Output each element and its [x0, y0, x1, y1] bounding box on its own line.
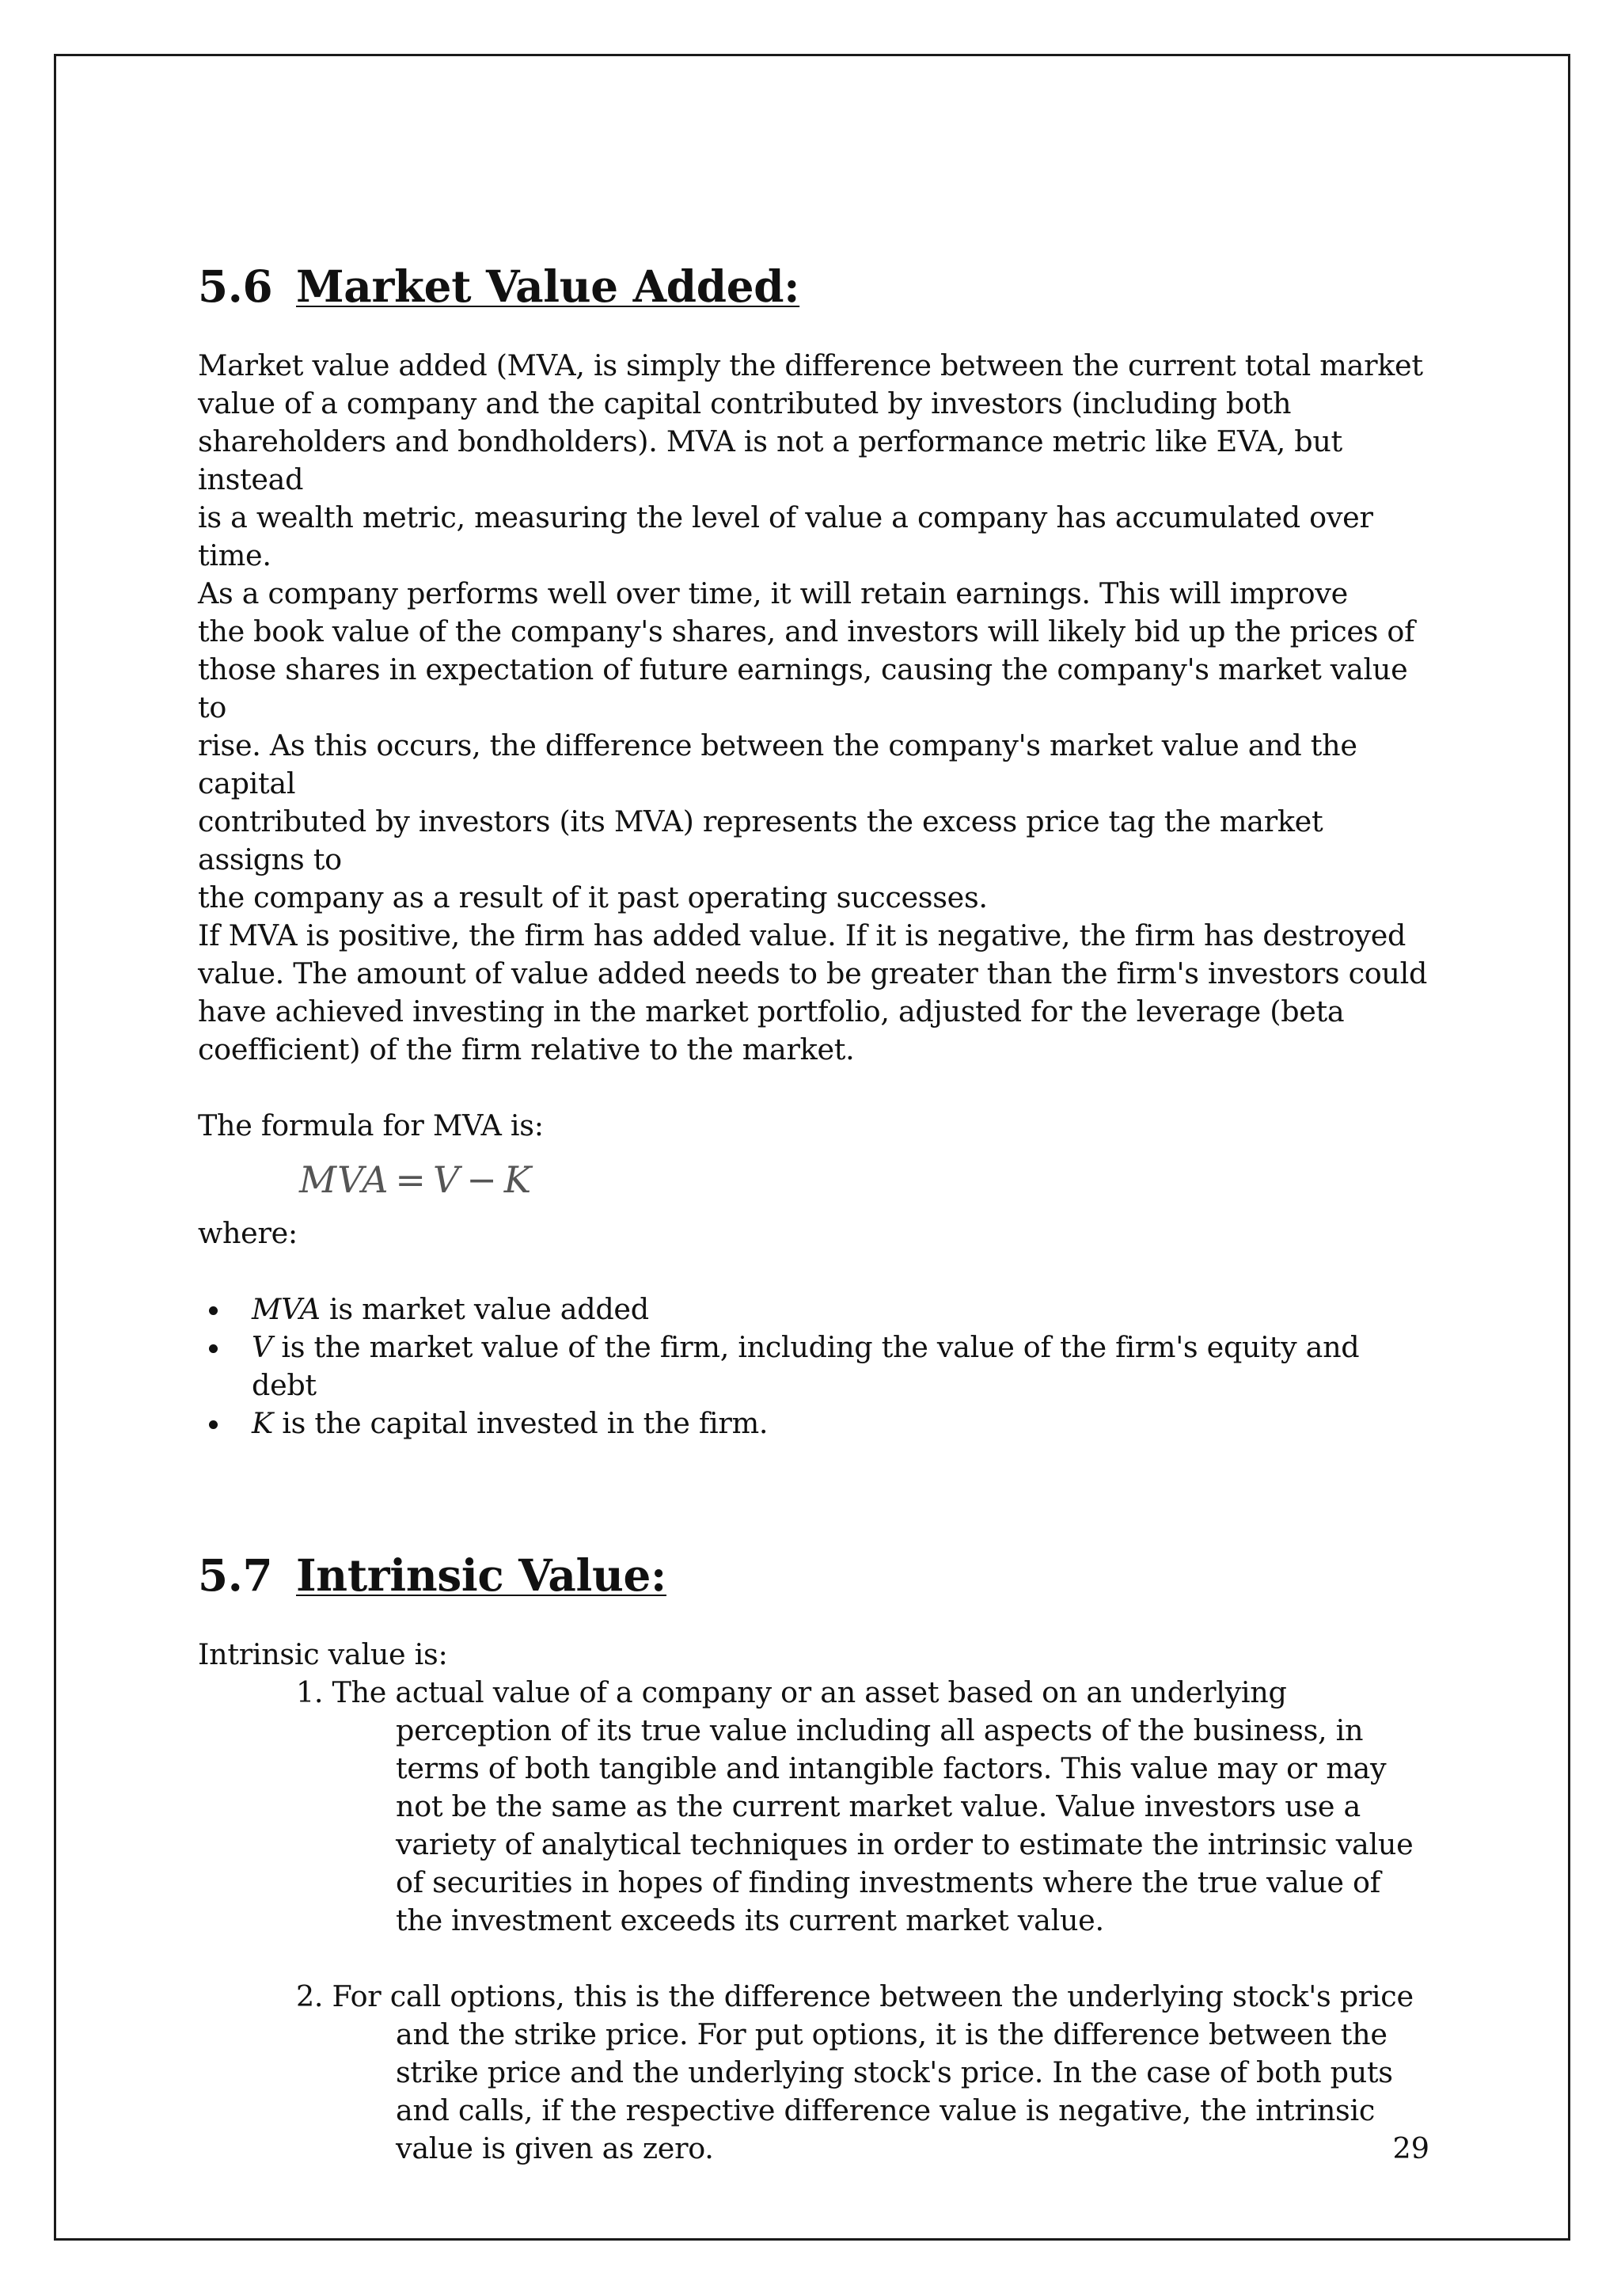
item-text: The actual value of a company or an asset based on an underlying perception of its true value including all aspects of the business, in terms of both tangible and intangible factors. This value may or may not be the same as the current market value. Value investors use a variety of analytical techniques in order to estimate the intrinsic value of securities in hopes of finding investments where the true value of the investment exceeds its current market value. — [332, 1675, 1414, 1937]
definition-text: is the capital invested in the firm. — [272, 1406, 769, 1440]
formula-lhs: MVA — [299, 1158, 389, 1201]
section-title: Market Value Added: — [296, 261, 800, 312]
formula-k: K — [503, 1158, 533, 1201]
definition-text: is the market value of the firm, including the value of the firm's equity and debt — [252, 1330, 1360, 1402]
page-content — [198, 261, 1433, 2168]
list-item — [252, 1329, 1433, 1405]
item-text: For call options, this is the difference between the underlying stock's price and the strike price. For put options, it is the difference between the strike price and the underlying stock's price. In the case of both puts and calls, if the respective difference value is negative, the intrinsic value is given as zero. — [332, 1979, 1414, 2165]
list-item — [252, 1291, 1433, 1329]
page-number: 29 — [1392, 2131, 1429, 2165]
section-number: 5.6 — [198, 261, 273, 312]
bullet-icon — [209, 1344, 218, 1353]
mva-formula — [299, 1156, 1433, 1215]
formula-v: V — [432, 1158, 461, 1201]
section-heading-5-6 — [198, 261, 1433, 318]
item-number: 2. — [296, 1979, 324, 2013]
intrinsic-intro: Intrinsic value is: — [198, 1637, 448, 1671]
formula-minus: − — [466, 1158, 498, 1201]
definition-list — [198, 1291, 1433, 1443]
item-number: 1. — [296, 1675, 324, 1709]
definition-term: V — [252, 1330, 273, 1364]
formula-intro: The formula for MVA is: — [198, 1108, 544, 1142]
intrinsic-numbered-list — [198, 1674, 1433, 2168]
definition-text: is market value added — [320, 1292, 649, 1326]
where-label: where: — [198, 1216, 298, 1250]
bullet-icon — [209, 1306, 218, 1315]
formula-equals: = — [395, 1158, 427, 1201]
list-item — [296, 1674, 1433, 1940]
section-title: Intrinsic Value: — [296, 1550, 666, 1601]
bullet-icon — [209, 1420, 218, 1429]
list-item — [252, 1405, 1433, 1443]
list-item — [296, 1978, 1433, 2168]
definition-term: MVA — [252, 1292, 321, 1326]
definition-term: K — [252, 1406, 273, 1440]
mva-paragraph-1: Market value added (MVA, is simply the difference between the current total market value of a company and the capital contributed by investors (including both shareholders and bondholders). MVA is not a performance metric like EVA, but instead is a wealth metric, measuring the level of value a company has accumulated over time. As a company performs well over time, it will retain earnings. This will improve the book value of the company's shares, and investors will likely bid up the prices of those shares in expectation of future earnings, causing the company's market value to rise. As this occurs, the difference between the company's market value and the capital contributed by investors (its MVA) represents the excess price tag the market assigns to the company as a result of it past operating successes. — [198, 348, 1423, 914]
mva-paragraph-2: If MVA is positive, the firm has added value. If it is negative, the firm has destroyed value. The amount of value added needs to be greater than the firm's investors could have achieved investing in the market portfolio, adjusted for the leverage (beta coefficient) of the firm relative to the market. — [198, 918, 1428, 1066]
section-number: 5.7 — [198, 1550, 273, 1601]
section-heading-5-7 — [198, 1550, 1433, 1607]
